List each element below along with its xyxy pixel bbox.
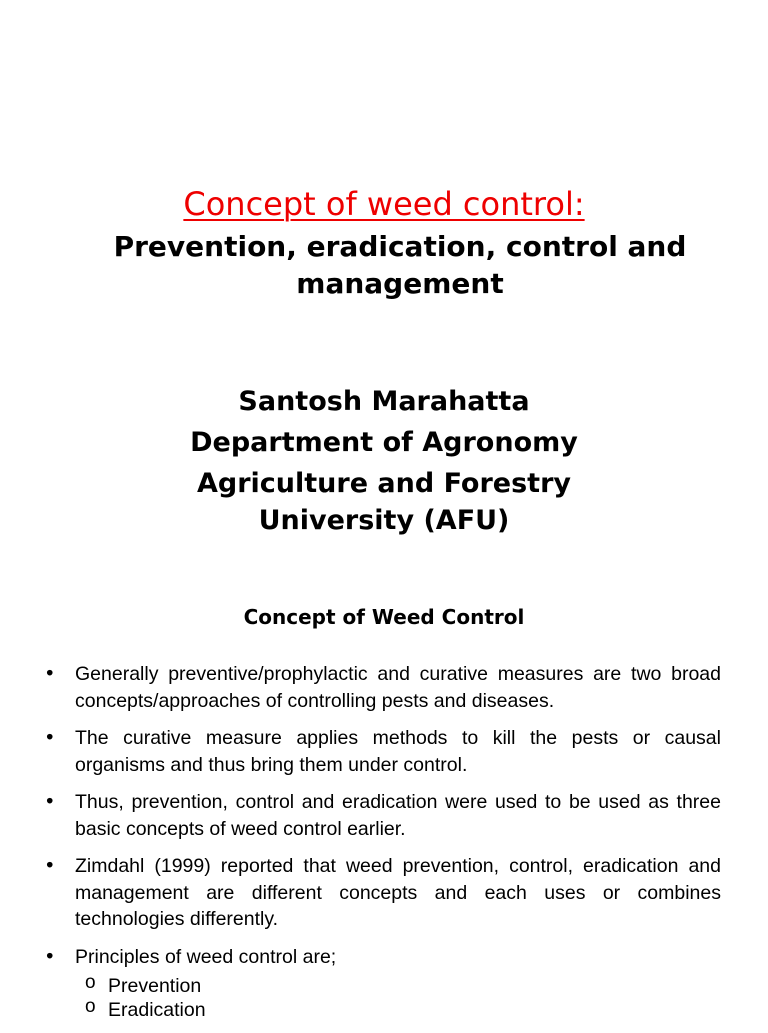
bullet-icon: • [44,662,56,685]
sub-list-item [75,974,721,998]
bullet-text: The curative measure applies methods to kill the pests or causal organisms and thus bring them under control. [75,727,721,776]
author-department: Department of Agronomy [190,427,578,458]
list-item [44,725,721,778]
bullet-icon: • [44,854,56,877]
sub-item-text: Eradication [108,999,206,1021]
list-item [44,944,721,1023]
author-block [0,383,768,539]
bullet-icon: • [44,726,56,749]
bullet-text: Principles of weed control are; [75,945,337,968]
list-item [44,661,721,714]
author-university-line2: University (AFU) [258,505,510,536]
sub-list-item [75,998,721,1022]
sub-bullet-icon: o [85,972,96,993]
author-name: Santosh Marahatta [238,386,530,417]
author-university-line1: Agriculture and Forestry [196,468,572,499]
slide-title: Concept of weed control: [183,185,585,223]
bullet-icon: • [44,790,56,813]
slide-subtitle: Prevention, eradication, control and management [113,230,687,300]
list-item [44,853,721,933]
bullet-list [44,661,721,1033]
bullet-text: Zimdahl (1999) reported that weed prevention, control, eradication and management are different concepts and each uses or combines technologies differently. [75,855,721,930]
bullet-icon: • [44,944,56,968]
sub-bullet-icon: o [85,996,96,1017]
bullet-text: Generally preventive/prophylactic and curative measures are two broad concepts/approaches of controlling pests and diseases. [75,663,721,712]
bullet-text: Thus, prevention, control and eradication were used to be used as three basic concepts of weed control earlier. [75,791,721,840]
section-heading: Concept of Weed Control [243,605,525,629]
list-item [44,789,721,842]
sub-item-text: Prevention [108,975,202,997]
principles-sublist [75,974,721,1022]
